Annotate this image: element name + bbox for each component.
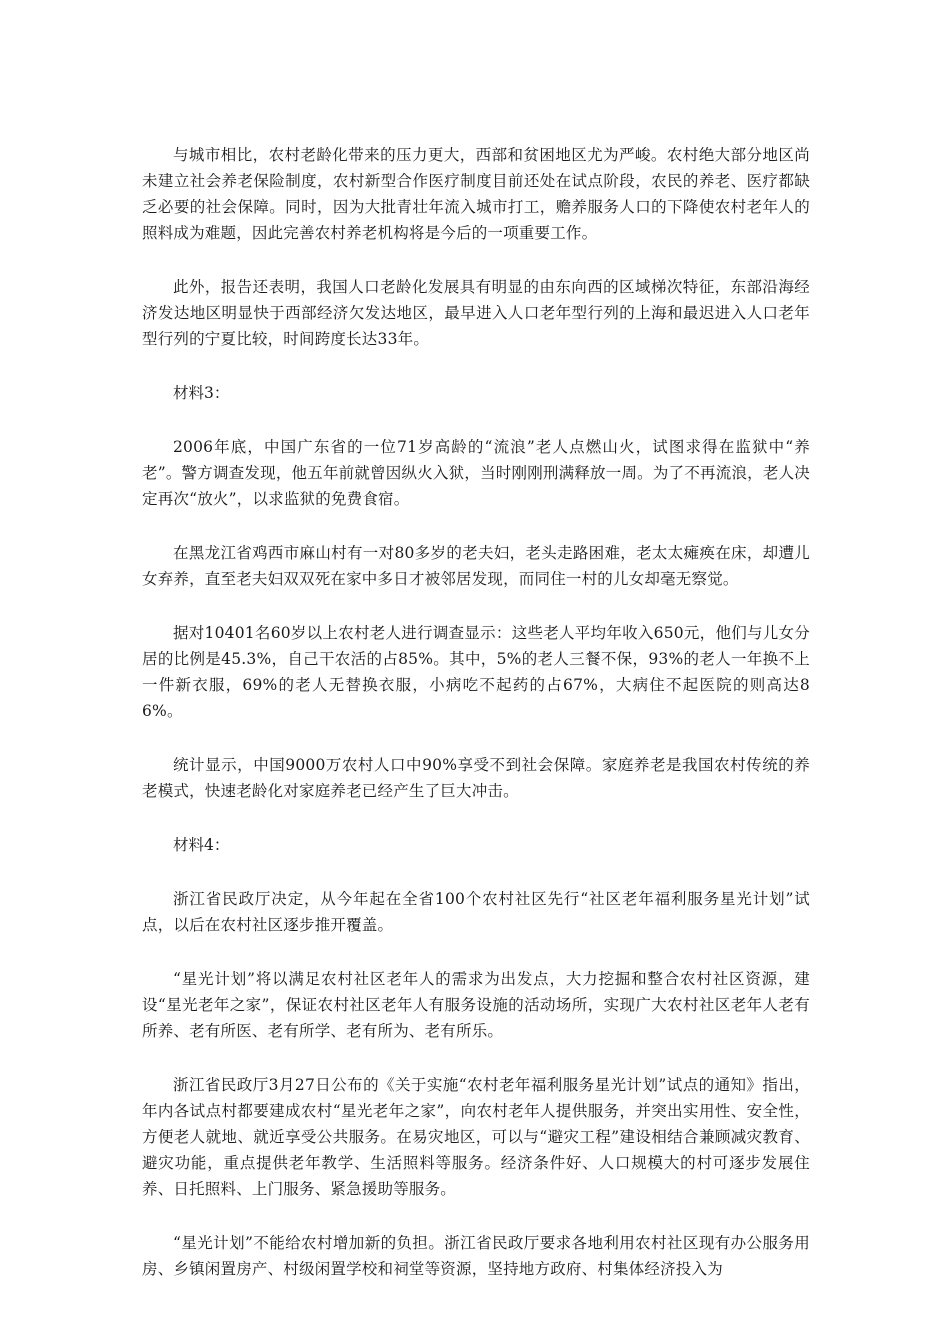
document-page [142, 142, 810, 1310]
paragraph-rural-aging-pressure: 与城市相比，农村老龄化带来的压力更大，西部和贫困地区尤为严峻。农村绝大部分地区尚未建立社会养老保险制度，农村新型合作医疗制度目前还处在试点阶段，农民的养老、医疗都缺乏必要的社会保障。同时，因为大批青壮年流入城市打工，赡养服务人口的下降使农村老年人的照料成为难题，因此完善农村养老机构将是今后的一项重要工作。 [142, 146, 810, 242]
paragraph-zhejiang-decision: 浙江省民政厅决定，从今年起在全省100个农村社区先行“社区老年福利服务星光计划”试点，以后在农村社区逐步推开覆盖。 [142, 890, 810, 934]
paragraph-social-security-stats: 统计显示，中国9000万农村人口中90%享受不到社会保障。家庭养老是我国农村传统的养老模式，快速老龄化对家庭养老已经产生了巨大冲击。 [142, 756, 810, 800]
paragraph-guangdong-arson: 2006年底，中国广东省的一位71岁高龄的“流浪”老人点燃山火，试图求得在监狱中“养老”。警方调查发现，他五年前就曾因纵火入狱，当时刚刚刑满释放一周。为了不再流浪，老人决定再次“放火”，以求监狱的免费食宿。 [142, 438, 810, 508]
paragraph-regional-gradient: 此外，报告还表明，我国人口老龄化发展具有明显的由东向西的区域梯次特征，东部沿海经济发达地区明显快于西部经济欠发达地区，最早进入人口老年型行列的上海和最迟进入人口老年型行列的宁夏比较，时间跨度长达33年。 [142, 278, 810, 348]
paragraph-starlight-plan-goals: “星光计划”将以满足农村社区老年人的需求为出发点，大力挖掘和整合农村社区资源，建设“星光老年之家”，保证农村社区老年人有服务设施的活动场所，实现广大农村社区老年人老有所养、老有所医、老有所学、老有所为、老有所乐。 [142, 970, 810, 1040]
paragraph-survey-results: 据对10401名60岁以上农村老人进行调查显示：这些老人平均年收入650元，他们与儿女分居的比例是45.3%，自己干农活的占85%。其中，5%的老人三餐不保，93%的老人一年换不上一件新衣服，69%的老人无替换衣服，小病吃不起药的占67%，大病住不起医院的则高达86%。 [142, 624, 810, 720]
paragraph-starlight-funding: “星光计划”不能给农村增加新的负担。浙江省民政厅要求各地利用农村社区现有办公服务用房、乡镇闲置房产、村级闲置学校和祠堂等资源，坚持地方政府、村集体经济投入为 [142, 1234, 810, 1278]
material-3-heading: 材料3： [173, 384, 230, 402]
material-4-heading: 材料4： [173, 836, 230, 854]
paragraph-starlight-notice: 浙江省民政厅3月27日公布的《关于实施“农村老年福利服务星光计划”试点的通知》指出，年内各试点村都要建成农村“星光老年之家”，向农村老年人提供服务，并突出实用性、安全性，方便老人就地、就近享受公共服务。在易灾地区，可以与“避灾工程”建设相结合兼顾减灾教育、避灾功能，重点提供老年教学、生活照料等服务。经济条件好、人口规模大的村可逐步发展住养、日托照料、上门服务、紧急援助等服务。 [142, 1076, 810, 1198]
paragraph-heilongjiang-couple: 在黑龙江省鸡西市麻山村有一对80多岁的老夫妇，老头走路困难，老太太瘫痪在床，却遭儿女弃养，直至老夫妇双双死在家中多日才被邻居发现，而同住一村的儿女却毫无察觉。 [142, 544, 810, 588]
